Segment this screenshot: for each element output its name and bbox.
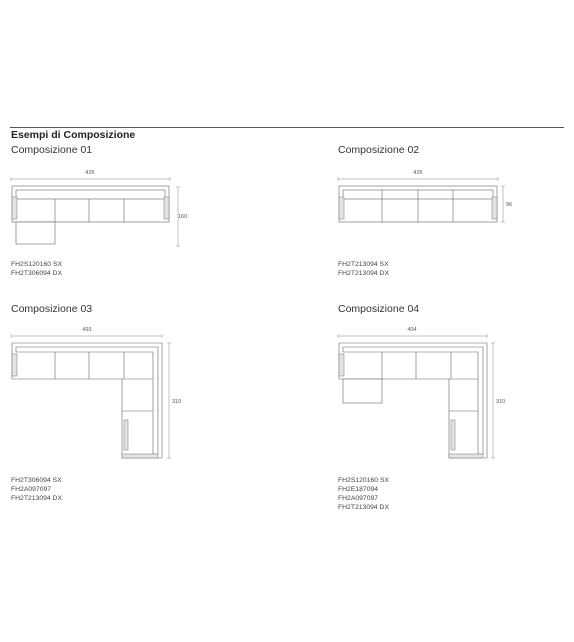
composition-03-title: Composizione 03	[11, 303, 93, 315]
composition-04-depth-label: 310	[496, 399, 506, 405]
composition-04-code: FH2E187094	[338, 486, 379, 493]
composition-02-code: FH2T213094 SX	[338, 261, 389, 268]
composition-01-code: FH2S120160 SX	[11, 261, 63, 268]
composition-01-title: Composizione 01	[11, 144, 93, 156]
composition-03-depth-label: 310	[172, 399, 182, 405]
composition-04-code: FH2T213094 DX	[338, 504, 390, 511]
composition-03-code: FH2A097097	[11, 486, 52, 493]
composition-02-code: FH2T213094 DX	[338, 270, 390, 277]
composition-02-depth-label: 96	[506, 202, 513, 208]
composition-03-width-label: 493	[82, 327, 92, 333]
composition-04-code: FH2A097097	[338, 495, 379, 502]
composition-04-title: Composizione 04	[338, 303, 420, 315]
composition-01-width-label: 426	[85, 170, 95, 176]
composition-02-width-label: 426	[413, 170, 423, 176]
composition-02-title: Composizione 02	[338, 144, 420, 156]
composition-01-code: FH2T306094 DX	[11, 270, 63, 277]
composition-04-codes	[338, 476, 389, 512]
composition-04-code: FH2S120160 SX	[338, 477, 390, 484]
composition-04-width-label: 404	[407, 327, 417, 333]
section-title: Esempi di Composizione	[11, 129, 136, 141]
composition-03-code: FH2T213094 DX	[11, 495, 63, 502]
composition-01-depth-label: 160	[178, 214, 188, 220]
composition-03-code: FH2T306094 SX	[11, 477, 62, 484]
